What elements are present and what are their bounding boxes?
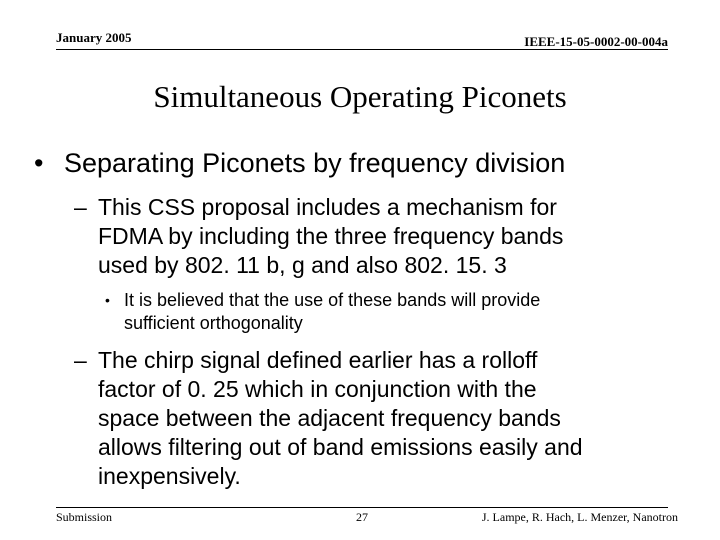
text-line: It is believed that the use of these bands will provide [124, 290, 541, 310]
footer-submission: Submission [56, 510, 113, 524]
text-line: FDMA by including the three frequency bands [98, 223, 564, 249]
header-date: January 2005 [56, 30, 132, 45]
header-divider [56, 49, 668, 50]
dash-icon: – [74, 194, 87, 220]
footer-divider [56, 507, 668, 508]
text-line: factor of 0. 25 which in conjunction with the [98, 376, 537, 402]
text-line: The chirp signal defined earlier has a rolloff [98, 347, 538, 373]
text-line: inexpensively. [98, 463, 241, 489]
bullet-level2-text [98, 346, 698, 491]
text-line: space between the adjacent frequency bands [98, 405, 561, 431]
text-line: sufficient orthogonality [124, 313, 303, 333]
footer-authors: J. Lampe, R. Hach, L. Menzer, Nanotron [481, 510, 678, 524]
bullet-dot-icon: • [34, 148, 44, 178]
footer-page-number: 27 [356, 510, 368, 524]
text-line: allows filtering out of band emissions easily and [98, 434, 583, 460]
bullet-level1-text: Separating Piconets by frequency division [64, 148, 566, 178]
header-doc-number: IEEE-15-05-0002-00-004a [524, 34, 668, 49]
text-line: This CSS proposal includes a mechanism for [98, 194, 557, 220]
text-line: used by 802. 11 b, g and also 802. 15. 3 [98, 252, 507, 278]
bullet-dot-icon: • [105, 292, 110, 308]
slide-title: Simultaneous Operating Piconets [153, 79, 567, 114]
dash-icon: – [74, 347, 87, 373]
bullet-level3-text [124, 289, 694, 335]
bullet-level2-text [98, 193, 698, 280]
